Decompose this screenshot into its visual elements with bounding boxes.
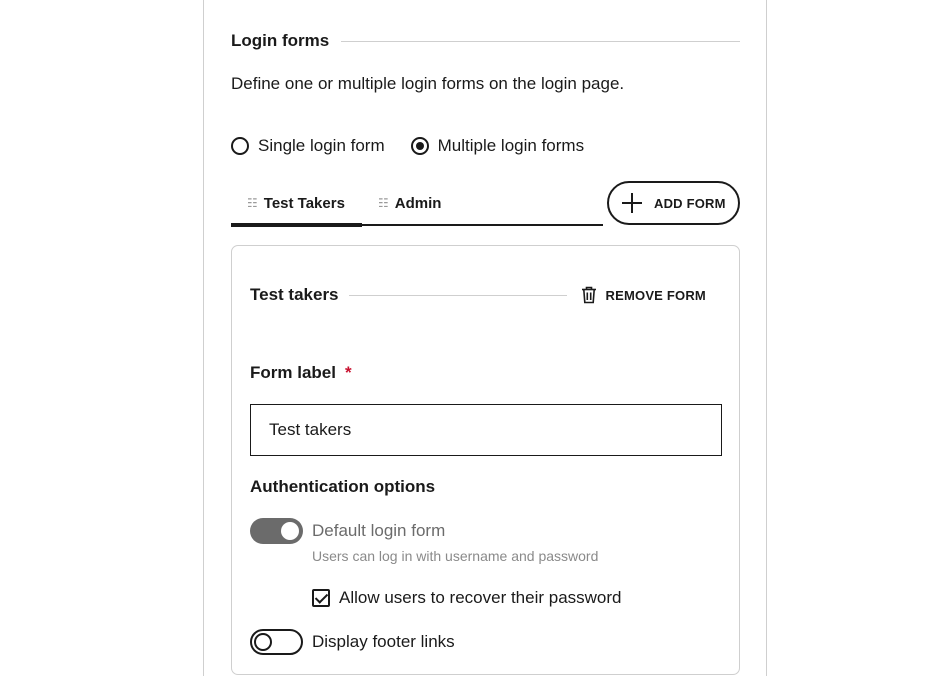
radio-checked-icon [411, 137, 429, 155]
radio-label: Multiple login forms [437, 136, 585, 155]
tab-label: Admin [394, 194, 442, 212]
section-title: Login forms [231, 31, 330, 50]
default-login-help: Users can log in with username and password [312, 548, 599, 564]
plus-icon [622, 193, 642, 213]
required-marker: * [344, 363, 352, 382]
section-description: Define one or multiple login forms on the login page. [231, 74, 625, 93]
footer-links-toggle[interactable] [250, 629, 303, 655]
login-form-card [231, 245, 740, 675]
form-label-text: Form label [250, 363, 336, 382]
form-title: Test takers [250, 285, 339, 304]
add-form-label: ADD FORM [654, 195, 726, 211]
add-form-button[interactable] [607, 181, 740, 225]
checkbox-checked-icon [312, 589, 330, 607]
toggle-knob [281, 522, 299, 540]
drag-handle-icon[interactable]: ☷ [378, 196, 388, 210]
form-label-input[interactable] [250, 404, 722, 456]
authentication-options-heading: Authentication options [250, 477, 436, 496]
default-login-toggle[interactable] [250, 518, 303, 544]
toggle-knob [254, 633, 272, 651]
tab-label: Test Takers [263, 194, 345, 212]
recover-password-checkbox[interactable] [312, 588, 622, 608]
drag-handle-icon[interactable]: ☷ [247, 196, 257, 210]
section-header [231, 30, 740, 52]
section-divider [341, 41, 740, 42]
trash-icon [581, 286, 597, 304]
form-title-divider [349, 295, 567, 296]
recover-password-label: Allow users to recover their password [339, 588, 622, 607]
single-login-radio[interactable] [231, 136, 385, 156]
login-mode-radio-group [231, 135, 610, 157]
remove-form-button[interactable] [581, 286, 706, 304]
form-label-heading [250, 363, 352, 383]
form-tabs [231, 182, 603, 226]
remove-form-label: REMOVE FORM [605, 287, 706, 303]
multiple-login-radio[interactable] [411, 136, 584, 156]
settings-panel [203, 0, 767, 676]
form-card-header [250, 284, 710, 306]
footer-links-label: Display footer links [312, 632, 455, 651]
radio-label: Single login form [258, 136, 385, 155]
radio-unchecked-icon [231, 137, 249, 155]
tab-test-takers[interactable] [231, 182, 362, 224]
default-login-label: Default login form [312, 521, 446, 540]
tab-admin[interactable] [362, 182, 455, 224]
